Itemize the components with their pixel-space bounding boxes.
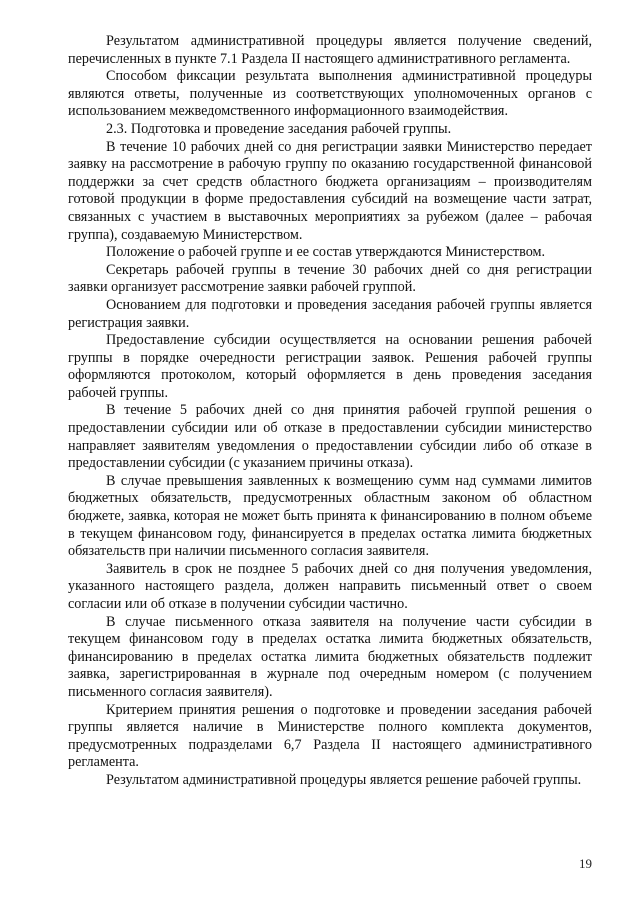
section-heading: 2.3. Подготовка и проведение заседания рабочей группы. <box>106 120 452 137</box>
paragraph: В случае письменного отказа заявителя на получение части субсидии в текущем финансовом году в пределах остатка лимита бюджетных обязательств, финансированию в пределах остатка лимита бюджетных обязательств подлежит заявка, зарегистрированная в журнале под очередным номером (с получением письменного согласия заявителя). <box>68 613 592 700</box>
paragraph: Положение о рабочей группе и ее состав утверждаются Министерством. <box>106 244 546 261</box>
paragraph: В случае превышения заявленных к возмещению сумм над суммами лимитов бюджетных обязательств, предусмотренных областным законом об областном бюджете, заявка, которая не может быть принята к финансированию в полном объеме в текущем финансовом году, финансируется в пределах остатка лимита бюджетных обязательств при наличии письменного согласия заявителя. <box>68 472 592 560</box>
document-body <box>68 33 592 790</box>
paragraph: Предоставление субсидии осуществляется на основании решения рабочей группы в порядке очередности регистрации заявок. Решения рабочей группы оформляются протоколом, который оформляется в день проведения заседания рабочей группы. <box>68 332 592 401</box>
paragraph: Результатом административной процедуры является решение рабочей группы. <box>106 771 582 788</box>
paragraph: В течение 10 рабочих дней со дня регистрации заявки Министерство передает заявку на рассмотрение в рабочую группу по оказанию государственной финансовой поддержки за счет средств областного бюджета организациям – производителям готовой продукции в форме предоставления субсидий на возмещение части затрат, связанных с участием в выставочных мероприятиях за рубежом (далее – рабочая группа), создаваемую Министерством. <box>68 138 592 243</box>
page-number: 19 <box>579 856 592 871</box>
paragraph: Заявитель в срок не позднее 5 рабочих дней со дня получения уведомления, указанного настоящего раздела, должен направить письменный ответ о своем согласии или об отказе в получении субсидии частично. <box>68 560 592 612</box>
paragraph: Критерием принятия решения о подготовке и проведении заседания рабочей группы является наличие в Министерстве полного комплекта документов, предусмотренных подразделами 6,7 Раздела II настоящего административного регламента. <box>68 701 592 771</box>
paragraph: В течение 5 рабочих дней со дня принятия рабочей группой решения о предоставлении субсидии или об отказе в предоставлении субсидии министерство направляет заявителям уведомления о предоставлении субсидии либо об отказе в предоставлении субсидии (с указанием причины отказа). <box>68 402 592 472</box>
paragraph: Результатом административной процедуры является получение сведений, перечисленных в пункте 7.1 Раздела II настоящего административного регламента. <box>68 33 592 67</box>
paragraph: Основанием для подготовки и проведения заседания рабочей группы является регистрация заявки. <box>68 296 592 331</box>
paragraph: Секретарь рабочей группы в течение 30 рабочих дней со дня регистрации заявки организует рассмотрение заявки рабочей группой. <box>68 261 592 296</box>
paragraph: Способом фиксации результата выполнения административной процедуры являются ответы, полученные из соответствующих уполномоченных органов с использованием межведомственного информационного взаимодействия. <box>68 68 592 120</box>
